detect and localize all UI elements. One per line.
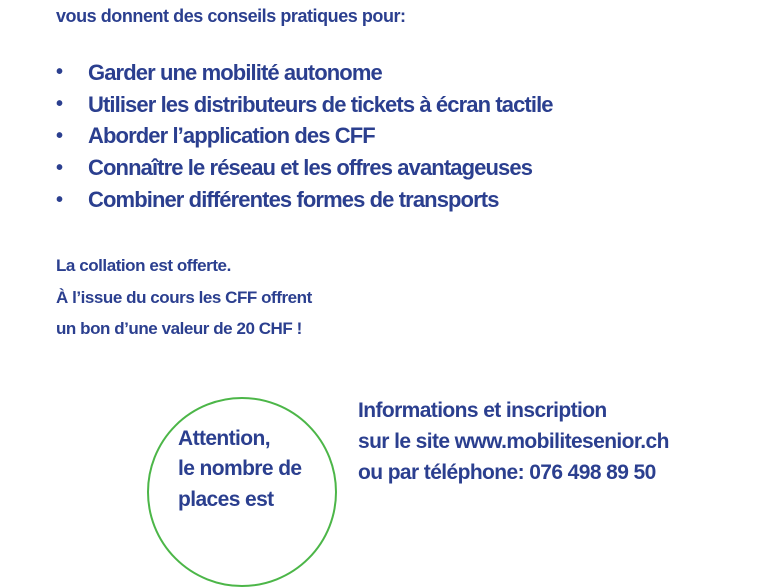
list-item-label: Connaître le réseau et les offres avantageuses (88, 155, 533, 181)
list-item-label: Utiliser les distributeurs de tickets à écran tactile (88, 91, 553, 117)
list-item-label: Aborder l’application des CFF (88, 123, 375, 149)
list-item (56, 121, 553, 153)
list-item (56, 57, 553, 89)
list-item (56, 89, 553, 121)
bullet-icon: • (56, 156, 63, 179)
intro-text: vous donnent des conseils pratiques pour: (56, 6, 406, 26)
list-item-label: Garder une mobilité autonome (88, 59, 382, 85)
info-phone: ou par téléphone: 076 498 89 50 (358, 461, 656, 484)
list-item-label: Combiner différentes formes de transports (88, 187, 499, 213)
attention-line1: Attention, (178, 427, 270, 450)
list-item (56, 152, 553, 184)
voucher-text-line1: À l’issue du cours les CFF offrent (56, 288, 312, 307)
info-heading: Informations et inscription (358, 399, 607, 422)
bullet-icon: • (56, 61, 63, 84)
info-website: sur le site www.mobilitesenior.ch (358, 430, 669, 453)
list-item (56, 184, 553, 216)
collation-text: La collation est offerte. (56, 256, 231, 275)
attention-line2: le nombre de (178, 457, 302, 480)
advice-list (56, 57, 553, 216)
bullet-icon: • (56, 93, 63, 116)
voucher-text-line2: un bon d’une valeur de 20 CHF ! (56, 319, 302, 338)
bullet-icon: • (56, 188, 63, 211)
attention-line3: places est (178, 488, 274, 511)
bullet-icon: • (56, 124, 63, 147)
